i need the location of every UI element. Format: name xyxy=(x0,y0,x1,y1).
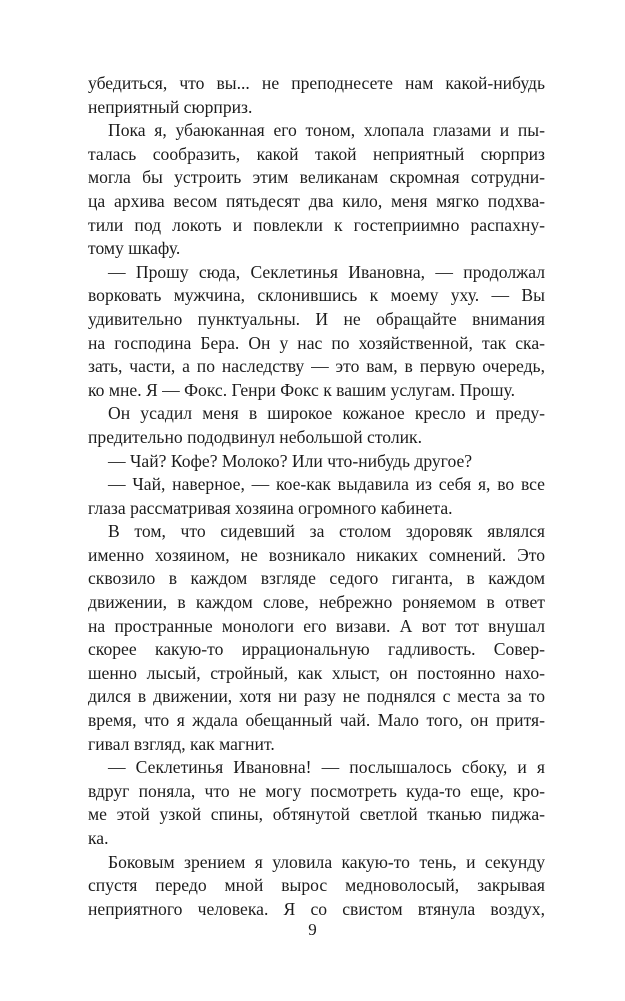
text-line: спустя передо мной вырос медноволосый, закрывая xyxy=(88,875,545,896)
text-line: неприятного человека. Я со свистом втянула воздух, xyxy=(88,898,545,919)
text-line: на господина Бера. Он у нас по хозяйственной, так ска- xyxy=(88,332,545,353)
text-line: ко мне. Я — Фокс. Генри Фокс к вашим услугам. Прошу. xyxy=(88,379,515,400)
text-line: могла бы устроить этим великанам скромная сотрудни- xyxy=(88,167,545,188)
text-line: скорее какую-то иррациональную гадливость. Совер- xyxy=(88,639,545,660)
text-line: вдруг поняла, что не могу посмотреть куда-то еще, кро- xyxy=(88,780,545,801)
text-line: ворковать мужчина, склонившись к моему уху. — Вы xyxy=(88,285,545,306)
text-line: — Секлетинья Ивановна! — послышалось сбоку, и я xyxy=(108,757,545,778)
text-line: В том, что сидевший за столом здоровяк являлся xyxy=(108,521,545,542)
text-line: Боковым зрением я уловила какую-то тень, и секунду xyxy=(108,851,545,872)
text-line: глаза рассматривая хозяина огромного кабинета. xyxy=(88,497,453,518)
text-line: ца архива весом пятьдесят два кило, меня мягко подхва- xyxy=(88,190,545,211)
text-line: талась сообразить, какой такой неприятный сюрприз xyxy=(88,143,545,164)
text-line: дился в движении, хотя ни разу не поднялся с места за то xyxy=(88,686,545,707)
text-line: движении, в каждом слове, небрежно роняемом в ответ xyxy=(88,592,545,613)
text-line: гивал взгляд, как магнит. xyxy=(88,733,275,754)
book-page-text xyxy=(88,72,545,921)
text-line: ка. xyxy=(88,828,109,848)
text-line: шенно лысый, стройный, как хлыст, он постоянно нахо- xyxy=(88,662,545,683)
text-line: — Чай? Кофе? Молоко? Или что-нибудь другое? xyxy=(108,450,473,471)
text-line: Пока я, убаюканная его тоном, хлопала глазами и пы- xyxy=(108,120,545,141)
text-line: сквозило в каждом взгляде седого гиганта, в каждом xyxy=(88,568,545,589)
text-line: удивительно пунктуальны. И не обращайте внимания xyxy=(88,308,545,329)
text-line: — Прошу сюда, Секлетинья Ивановна, — продолжал xyxy=(108,261,545,282)
text-line: именно хозяином, не возникало никаких сомнений. Это xyxy=(88,544,545,565)
text-line: время, что я ждала обещанный чай. Мало того, он притя- xyxy=(88,710,545,731)
text-line: Он усадил меня в широкое кожаное кресло и преду- xyxy=(108,403,545,424)
text-line: ме этой узкой спины, обтянутой светлой тканью пиджа- xyxy=(88,804,545,825)
text-line: — Чай, наверное, — кое-как выдавила из себя я, во все xyxy=(108,474,545,495)
text-line: на пространные монологи его визави. А вот тот внушал xyxy=(88,615,545,636)
text-line: тому шкафу. xyxy=(88,238,181,259)
text-line: неприятный сюрприз. xyxy=(88,96,253,117)
text-line: предительно пододвинул небольшой столик. xyxy=(88,426,422,447)
text-line: убедиться, что вы... не преподнесете нам какой-нибудь xyxy=(88,73,545,93)
text-line: зать, части, а по наследству — это вам, в первую очередь, xyxy=(88,356,545,377)
text-line: тили под локоть и повлекли к гостеприимно распахну- xyxy=(88,214,545,235)
page-number: 9 xyxy=(308,920,317,939)
